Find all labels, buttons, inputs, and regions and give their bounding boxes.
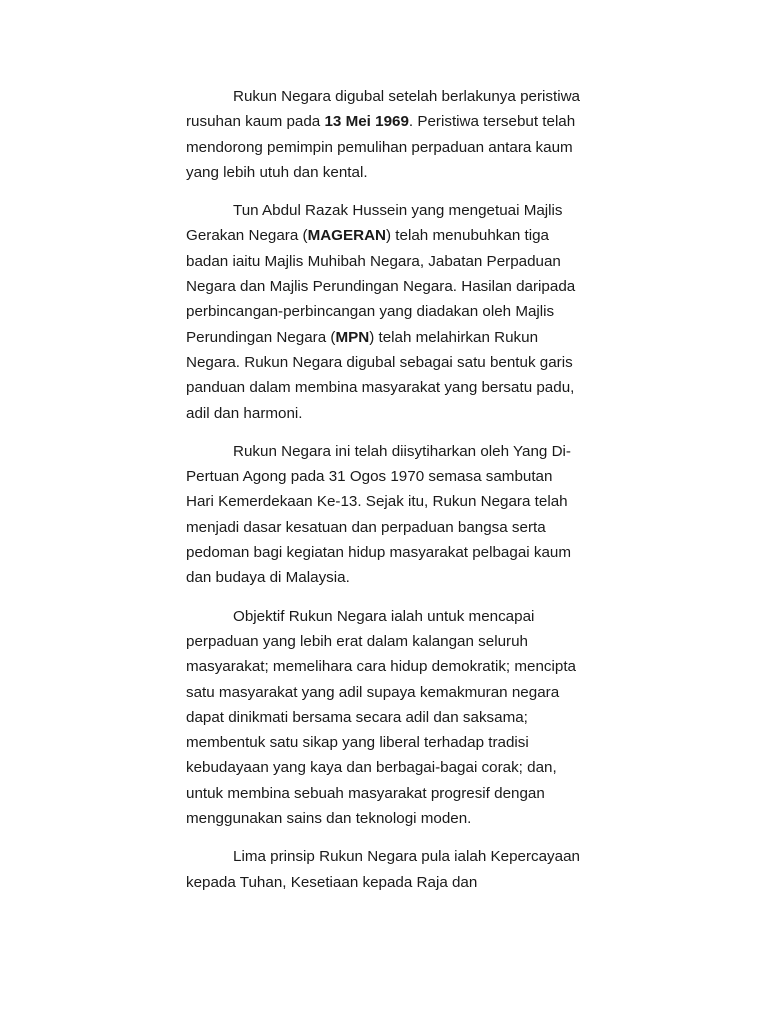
paragraph-text: . Peristiwa tersebut telah mendorong pemimpin pemulihan perpaduan antara kaum yang lebih utuh dan kental. <box>186 113 576 181</box>
paragraph-mageran <box>186 198 582 426</box>
paragraph-text: Tun Abdul Razak Hussein yang mengetuai Majlis Gerakan Negara ( <box>186 202 563 245</box>
bold-date: 13 Mei 1969 <box>324 113 409 131</box>
paragraph-objectives: Objektif Rukun Negara ialah untuk mencapai perpaduan yang lebih erat dalam kalangan seluruh masyarakat; memelihara cara hidup demokratik; mencipta satu masyarakat yang adil supaya kemakmuran negara dapat dinikmati bersama secara adil dan saksama; membentuk satu sikap yang liberal terhadap tradisi kebudayaan yang kaya dan berbagai-bagai corak; dan, untuk membina sebuah masyarakat progresif dengan menggunakan sains dan teknologi moden. <box>186 607 576 828</box>
paragraph-background <box>186 84 582 185</box>
bold-acronym-mageran: MAGERAN <box>307 227 387 245</box>
paragraph-text: Rukun Negara digubal setelah berlakunya peristiwa rusuhan kaum pada <box>186 88 580 131</box>
bold-acronym-mpn: MPN <box>335 328 370 346</box>
paragraph-text: ) telah menubuhkan tiga badan iaitu Majlis Muhibah Negara, Jabatan Perpaduan Negara dan Majlis Perundingan Negara. Hasilan daripada perbincangan-perbincangan yang diadakan oleh Majlis Perundingan Negara ( <box>186 227 576 346</box>
paragraph-principles: Lima prinsip Rukun Negara pula ialah Kepercayaan kepada Tuhan, Kesetiaan kepada Raja dan <box>186 848 580 891</box>
document-page <box>186 84 582 908</box>
paragraph-declaration: Rukun Negara ini telah diisytiharkan oleh Yang Di-Pertuan Agong pada 31 Ogos 1970 semasa sambutan Hari Kemerdekaan Ke-13. Sejak itu, Rukun Negara telah menjadi dasar kesatuan dan perpaduan bangsa serta pedoman bagi kegiatan hidup masyarakat pelbagai kaum dan budaya di Malaysia. <box>186 442 572 587</box>
paragraph-text: ) telah melahirkan Rukun Negara. Rukun Negara digubal sebagai satu bentuk garis panduan dalam membina masyarakat yang bersatu padu, adil dan harmoni. <box>186 328 575 422</box>
